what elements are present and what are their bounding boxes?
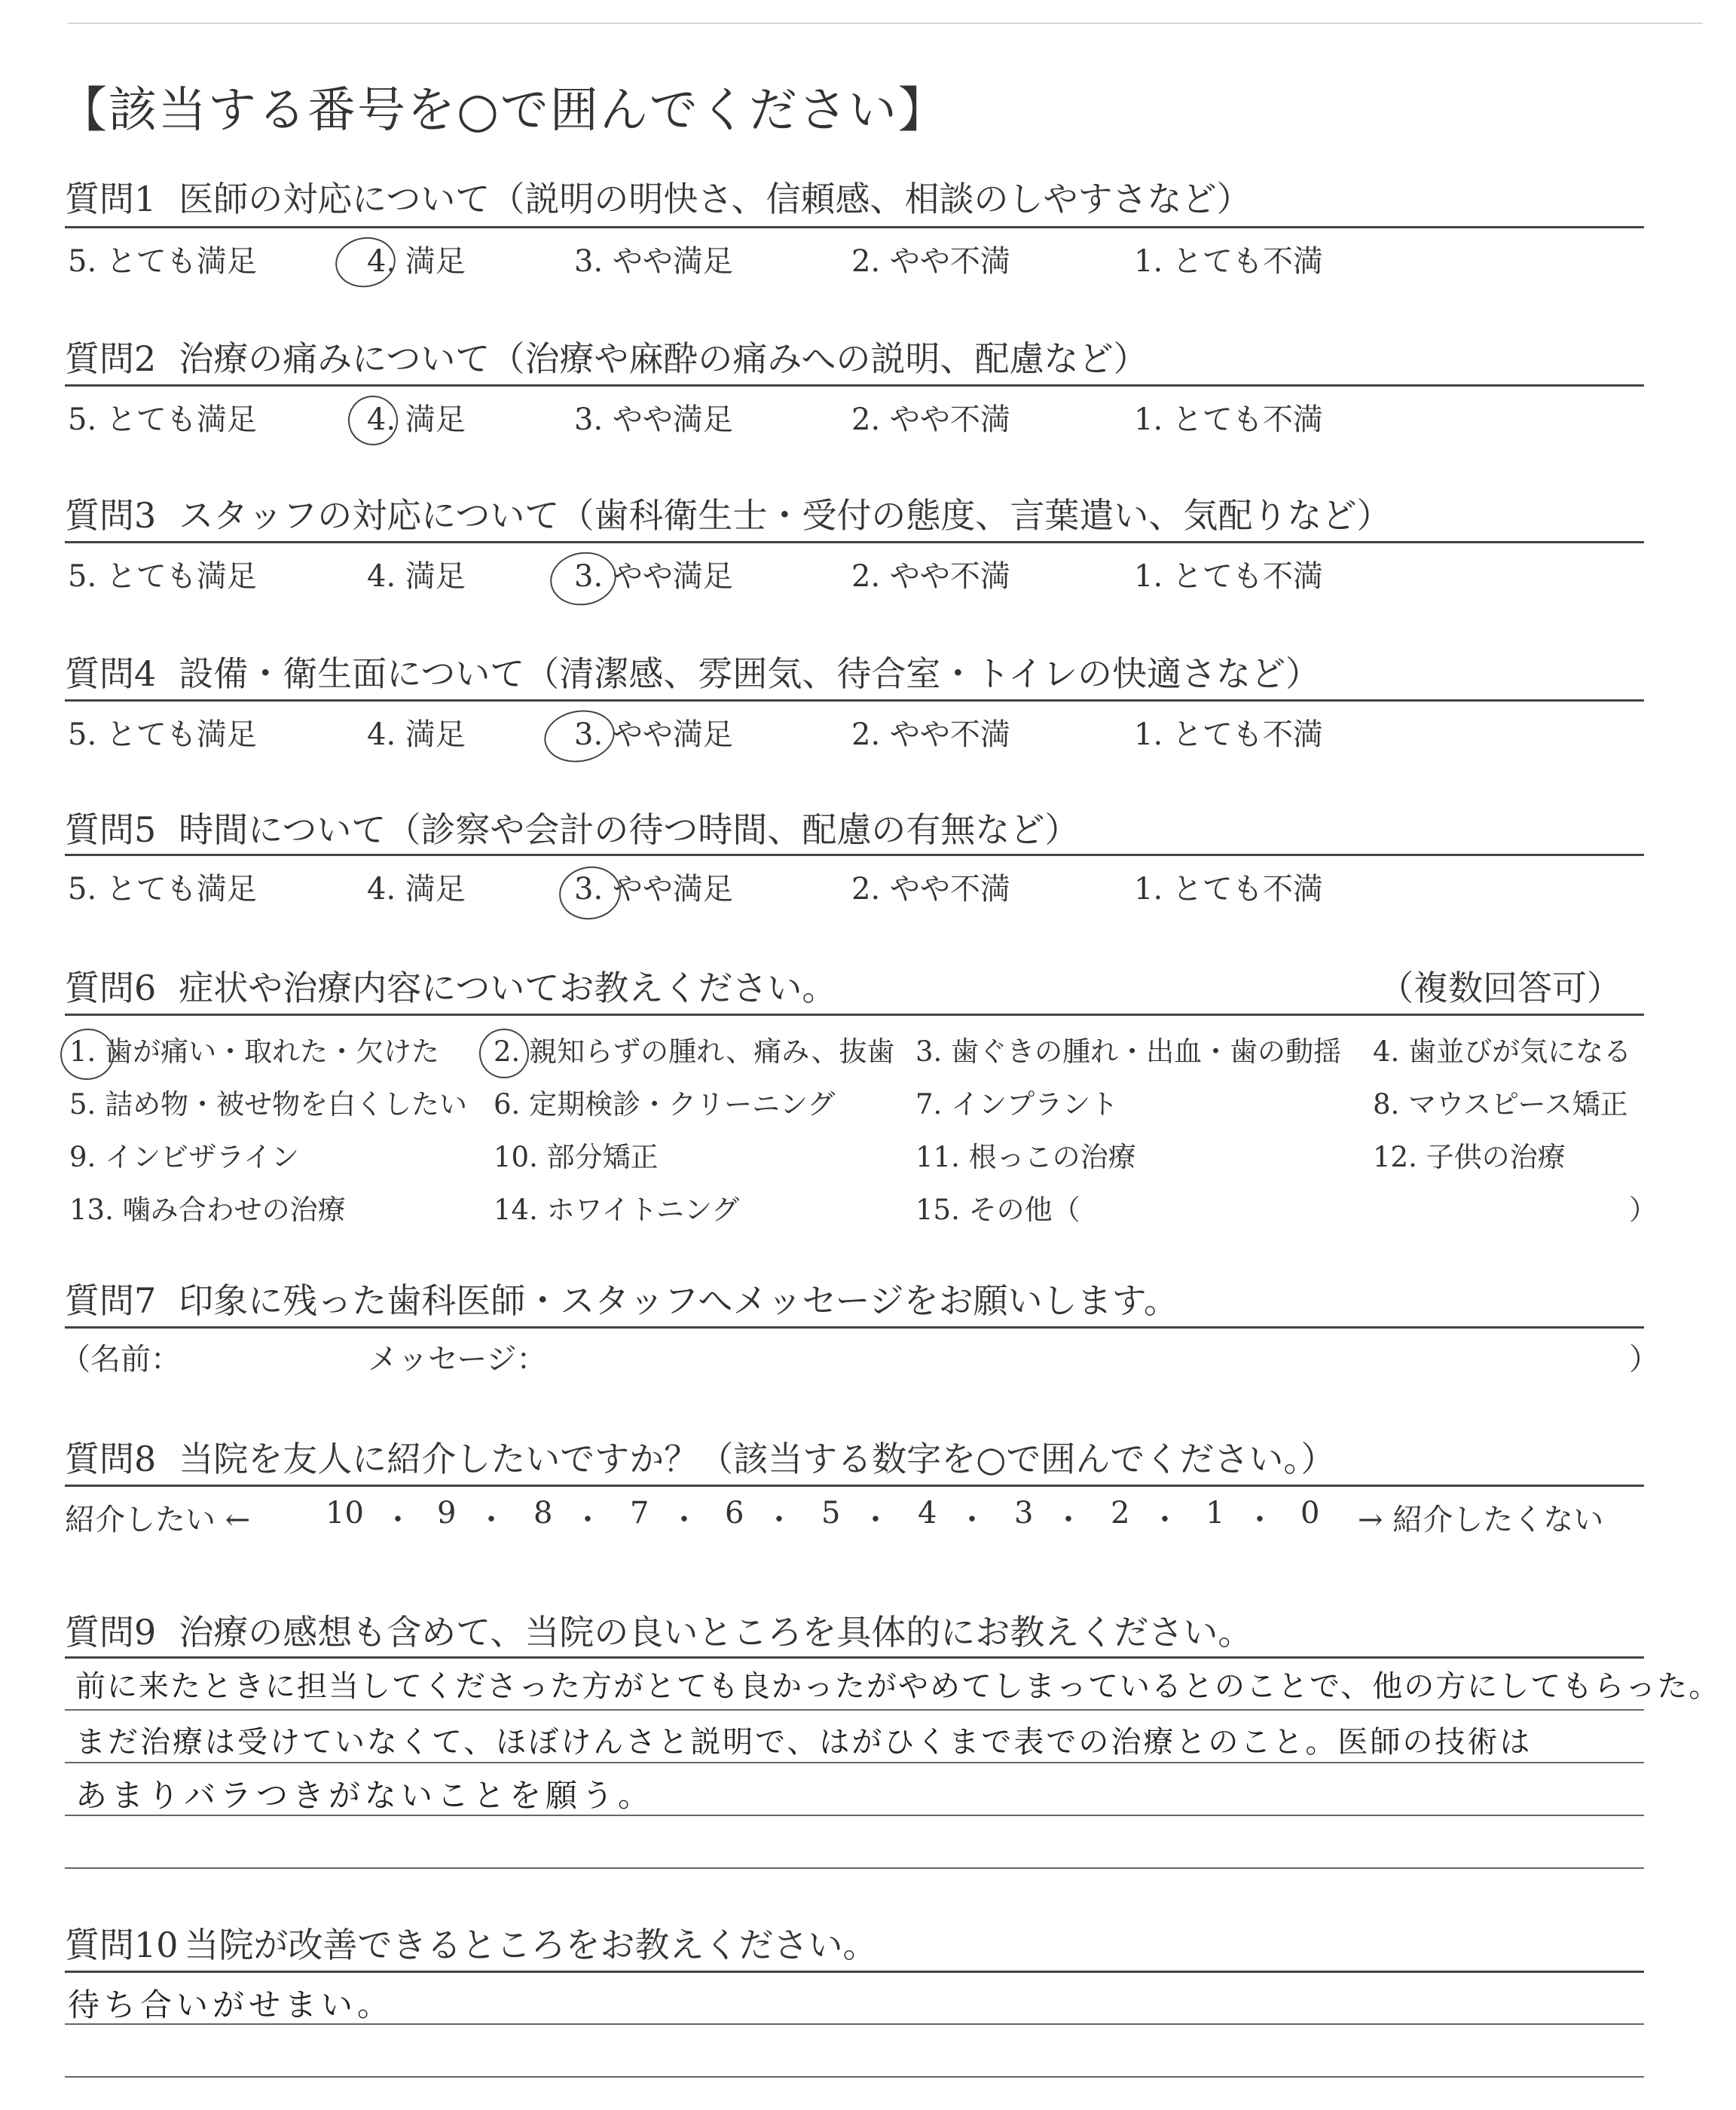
q9-label: 質問9 (65, 1612, 157, 1653)
q5-option-1[interactable]: 1. とても不満 (1134, 872, 1323, 907)
q1-label: 質問1 (65, 179, 157, 219)
q6-rule (65, 1014, 1644, 1016)
q8-scale-4[interactable]: 4 (918, 1496, 937, 1531)
q8-sep: ・ (1150, 1503, 1180, 1537)
q1-heading (65, 172, 1252, 222)
q8-scale-7[interactable]: 7 (630, 1496, 649, 1531)
q9-line-2 (65, 1762, 1644, 1763)
q7-name-label[interactable]: （名前： (60, 1342, 181, 1377)
q4-rule (65, 699, 1644, 702)
q8-heading (65, 1432, 1335, 1482)
q2-option-3[interactable]: 3. やや満足 (574, 402, 733, 437)
q1-rule (65, 226, 1644, 228)
q3-rule (65, 541, 1644, 543)
q10-line-1 (65, 2023, 1644, 2025)
q8-scale-3[interactable]: 3 (1014, 1496, 1034, 1531)
q3-heading (65, 488, 1391, 538)
q3-option-5[interactable]: 5. とても満足 (68, 559, 257, 594)
top-border (68, 23, 1703, 24)
q8-scale-6[interactable]: 6 (725, 1496, 744, 1531)
q8-label: 質問8 (65, 1439, 157, 1479)
q3-option-4[interactable]: 4. 満足 (367, 559, 466, 594)
q1-option-4[interactable]: 4. 満足 (367, 244, 466, 279)
q6-text: 症状や治療内容についてお教えください。 (179, 968, 837, 1008)
q8-scale-2[interactable]: 2 (1111, 1496, 1130, 1531)
q9-heading (65, 1605, 1252, 1655)
q8-scale-1[interactable]: 1 (1206, 1496, 1225, 1531)
q10-rule (65, 1971, 1644, 1973)
sheet-title: 【該当する番号を○で囲んでください】 (59, 83, 948, 139)
q10-line-2 (65, 2076, 1644, 2078)
q6-other-close: ） (1629, 1194, 1657, 1226)
q1-text: 医師の対応について（説明の明快さ、信頼感、相談のしやすさなど） (179, 179, 1252, 219)
q8-text: 当院を友人に紹介したいですか？（該当する数字を○で囲んでください。） (179, 1439, 1336, 1479)
q6-option-13[interactable]: 13. 噛み合わせの治療 (69, 1194, 346, 1226)
q7-text: 印象に残った歯科医師・スタッフへメッセージをお願いします。 (179, 1280, 1178, 1321)
q6-option-5[interactable]: 5. 詰め物・被せ物を白くしたい (69, 1088, 468, 1121)
q6-option-6[interactable]: 6. 定期検診・クリーニング (494, 1088, 836, 1121)
q6-heading (65, 961, 836, 1011)
q7-heading (65, 1274, 1178, 1323)
q3-option-2[interactable]: 2. やや不満 (851, 559, 1010, 594)
q6-option-14[interactable]: 14. ホワイトニング (494, 1194, 740, 1226)
q1-option-1[interactable]: 1. とても不満 (1134, 244, 1323, 279)
q3-option-1[interactable]: 1. とても不満 (1134, 559, 1323, 594)
q8-scale-9[interactable]: 9 (437, 1496, 457, 1531)
q6-option-11[interactable]: 11. 根っこの治療 (915, 1141, 1136, 1173)
q8-sep: ・ (476, 1503, 506, 1537)
q8-sep: ・ (860, 1503, 891, 1537)
q2-option-5[interactable]: 5. とても満足 (68, 402, 257, 437)
q10-answer[interactable]: 待ち合いがせまい。 (68, 1986, 394, 2023)
q8-scale-8[interactable]: 8 (533, 1496, 553, 1531)
q10-text: 当院が改善できるところをお教えください。 (184, 1925, 878, 1965)
q5-option-4[interactable]: 4. 満足 (367, 872, 466, 907)
q6-option-3[interactable]: 3. 歯ぐきの腫れ・出血・歯の動揺 (915, 1035, 1342, 1068)
q5-option-3[interactable]: 3. やや満足 (574, 872, 733, 907)
q8-rule (65, 1485, 1644, 1487)
q9-line-4 (65, 1867, 1644, 1869)
q8-left-label: 紹介したい ← (65, 1503, 251, 1537)
q8-sep: ・ (957, 1503, 987, 1537)
q6-option-4[interactable]: 4. 歯並びが気になる (1373, 1035, 1632, 1068)
q5-rule (65, 854, 1644, 856)
q3-option-3[interactable]: 3. やや満足 (574, 559, 733, 594)
q8-scale-10[interactable]: 10 (326, 1496, 364, 1531)
q2-text: 治療の痛みについて（治療や麻酔の痛みへの説明、配慮など） (179, 338, 1148, 379)
q2-option-4[interactable]: 4. 満足 (367, 402, 466, 437)
q4-option-4[interactable]: 4. 満足 (367, 717, 466, 752)
q1-option-2[interactable]: 2. やや不満 (851, 244, 1010, 279)
q10-label: 質問10 (65, 1925, 179, 1965)
q6-option-10[interactable]: 10. 部分矯正 (494, 1141, 659, 1173)
q8-sep: ・ (1245, 1503, 1275, 1537)
q9-text: 治療の感想も含めて、当院の良いところを具体的にお教えください。 (179, 1612, 1253, 1653)
q8-scale-5[interactable]: 5 (821, 1496, 841, 1531)
q2-label: 質問2 (65, 338, 157, 379)
q3-label: 質問3 (65, 495, 157, 536)
q7-close: ） (1629, 1342, 1659, 1377)
q7-rule (65, 1326, 1644, 1329)
q9-answer-line-1[interactable]: 前に来たときに担当してくださった方がとても良かったがやめてしまっているとのことで、他の方にしてもらった。 (75, 1669, 1721, 1704)
q9-answer-line-3[interactable]: あまりバラつきがないことを願う。 (75, 1777, 655, 1814)
q5-option-5[interactable]: 5. とても満足 (68, 872, 257, 907)
q2-option-1[interactable]: 1. とても不満 (1134, 402, 1323, 437)
q5-text: 時間について（診察や会計の待つ時間、配慮の有無など） (179, 809, 1080, 850)
q9-line-3 (65, 1815, 1644, 1816)
q2-rule (65, 384, 1644, 387)
q6-option-1[interactable]: 1. 歯が痛い・取れた・欠けた (69, 1035, 440, 1068)
q6-option-8[interactable]: 8. マウスピース矯正 (1373, 1088, 1628, 1121)
q8-sep: ・ (573, 1503, 603, 1537)
q8-sep: ・ (1053, 1503, 1083, 1537)
q6-label: 質問6 (65, 968, 157, 1008)
q8-sep: ・ (764, 1503, 794, 1537)
q6-option-7[interactable]: 7. インプラント (915, 1088, 1119, 1121)
q5-label: 質問5 (65, 809, 157, 850)
q3-text: スタッフの対応について（歯科衛生士・受付の態度、言葉遣い、気配りなど） (179, 495, 1392, 536)
q9-rule (65, 1656, 1644, 1659)
q4-option-2[interactable]: 2. やや不満 (851, 717, 1010, 752)
q8-right-label: → 紹介したくない (1358, 1503, 1604, 1537)
q1-option-5[interactable]: 5. とても満足 (68, 244, 257, 279)
q9-line-1 (65, 1709, 1644, 1711)
q4-text: 設備・衛生面について（清潔感、雰囲気、待合室・トイレの快適さなど） (179, 653, 1321, 694)
q7-label: 質問7 (65, 1280, 157, 1321)
q10-heading (65, 1918, 878, 1968)
q2-option-2[interactable]: 2. やや不満 (851, 402, 1010, 437)
q6-option-15[interactable]: 15. その他（ (915, 1194, 1080, 1226)
q8-sep: ・ (383, 1503, 413, 1537)
q5-heading (65, 803, 1079, 852)
q6-option-12[interactable]: 12. 子供の治療 (1373, 1141, 1566, 1173)
q4-heading (65, 647, 1320, 696)
q4-option-1[interactable]: 1. とても不満 (1134, 717, 1323, 752)
q6-note: （複数回答可） (1379, 968, 1621, 1008)
q9-answer-line-2[interactable]: まだ治療は受けていなくて、ほぼけんさと説明で、はがひくまで表での治療とのこと。医師の技術は (75, 1725, 1533, 1760)
q7-message-label[interactable]: メッセージ： (368, 1342, 547, 1377)
q8-scale-0[interactable]: 0 (1300, 1496, 1320, 1531)
q5-option-2[interactable]: 2. やや不満 (851, 872, 1010, 907)
q2-heading (65, 332, 1148, 381)
q8-sep: ・ (669, 1503, 699, 1537)
q1-option-3[interactable]: 3. やや満足 (574, 244, 733, 279)
q4-option-3[interactable]: 3. やや満足 (574, 717, 733, 752)
q6-option-2[interactable]: 2. 親知らずの腫れ、痛み、抜歯 (494, 1035, 895, 1068)
q4-label: 質問4 (65, 653, 157, 694)
q4-option-5[interactable]: 5. とても満足 (68, 717, 257, 752)
q6-option-9[interactable]: 9. インビザライン (69, 1141, 299, 1173)
